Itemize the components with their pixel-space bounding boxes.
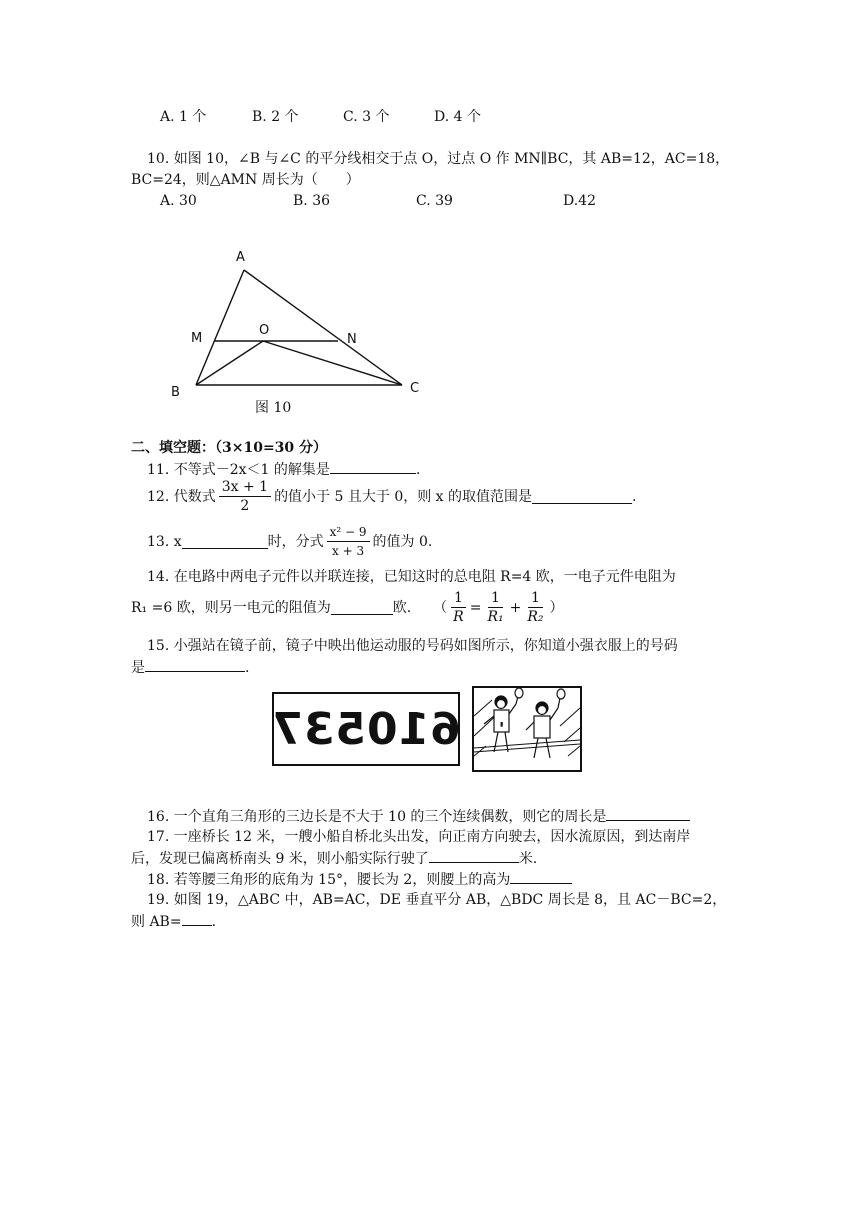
- q14-plus: +: [509, 599, 522, 616]
- label-m: M: [191, 331, 203, 346]
- q10-option-c: C. 39: [416, 193, 453, 209]
- svg-text:▮: ▮: [500, 721, 504, 728]
- section-2-title: 二、填空题：（3×10=30 分）: [131, 440, 328, 456]
- q19-line2-post: .: [211, 914, 217, 930]
- label-o: O: [259, 323, 270, 338]
- q12-fraction: [219, 478, 271, 515]
- q13-numerator: x² − 9: [327, 523, 370, 542]
- q13-post: 的值为 0.: [372, 533, 433, 550]
- q13-blank[interactable]: [182, 534, 268, 549]
- q17-line1: 17. 一座桥长 12 米，一艘小船自桥北头出发，向正南方向驶去，因水流原因，到达南岸: [147, 829, 691, 845]
- q9-option-d: D. 4 个: [434, 109, 481, 125]
- q14-formula-close: ）: [549, 599, 564, 616]
- q10-option-a: A. 30: [160, 193, 197, 209]
- q9-option-b: B. 2 个: [252, 109, 299, 125]
- q16-text: 16. 一个直角三角形的三边长是不大于 10 的三个连续偶数，则它的周长是: [147, 809, 607, 825]
- question-13: [147, 523, 432, 560]
- label-b: B: [171, 385, 180, 400]
- question-17-line2: [131, 848, 537, 869]
- q10-line2: BC=24，则△AMN 周长为（ ）: [131, 172, 360, 188]
- figure-10-triangle: [0, 0, 860, 420]
- q17-blank[interactable]: [429, 848, 519, 863]
- q13-denominator: x + 3: [332, 544, 365, 558]
- q12-mid: 的值小于 5 且大于 0，则 x 的取值范围是: [274, 488, 533, 505]
- question-16: [147, 806, 690, 827]
- q14-f3-den: R₂: [527, 609, 544, 625]
- q14-f2-num: 1: [488, 589, 503, 608]
- q14-f1-num: 1: [451, 589, 466, 608]
- q14-f1-den: R: [453, 609, 464, 625]
- mirror-number-box: [272, 692, 460, 766]
- label-n: N: [347, 332, 357, 347]
- q11-text: 11. 不等式－2x＜1 的解集是: [147, 462, 330, 478]
- q9-option-c: C. 3 个: [343, 109, 390, 125]
- q14-f2-den: R₁: [487, 609, 504, 625]
- q15-line2-post: .: [245, 660, 250, 676]
- q14-line1: 14. 在电路中两电子元件以并联连接，已知这时的总电阻 R=4 欧，一电子元件电阻为: [147, 569, 676, 585]
- segment-oc: [263, 341, 402, 385]
- q14-formula-open: （: [433, 599, 448, 616]
- q19-blank[interactable]: [182, 911, 212, 926]
- q19-line2-pre: 则 AB=: [131, 914, 182, 930]
- question-11: [147, 459, 420, 480]
- question-18: [147, 869, 572, 890]
- label-c: C: [410, 381, 420, 396]
- q16-blank[interactable]: [606, 806, 690, 821]
- q10-option-b: B. 36: [293, 193, 331, 209]
- q12-post: .: [632, 488, 637, 505]
- question-12: [147, 478, 636, 515]
- q13-fraction: [327, 523, 370, 560]
- question-19-line2: [131, 911, 216, 932]
- q13-mid: 时，分式: [267, 533, 324, 550]
- q14-equals: =: [469, 599, 482, 616]
- q18-text: 18. 若等腰三角形的底角为 15°，腰长为 2，则腰上的高为: [147, 872, 511, 888]
- figure-10-caption: 图 10: [255, 400, 292, 416]
- mirror-cartoon-image: [472, 686, 582, 772]
- edge-ab: [196, 270, 244, 385]
- q14-line2-post: 欧.: [392, 599, 412, 616]
- q13-pre: 13. x: [147, 533, 182, 550]
- question-14-line2: [131, 589, 563, 626]
- q12-denominator: 2: [240, 498, 250, 514]
- q12-blank[interactable]: [532, 489, 632, 504]
- q14-blank[interactable]: [331, 600, 393, 615]
- q15-line2-pre: 是: [131, 660, 145, 676]
- q18-blank[interactable]: [510, 869, 572, 884]
- q9-option-a: A. 1 个: [160, 109, 207, 125]
- label-a: A: [236, 250, 245, 265]
- segment-bo: [196, 341, 263, 385]
- q17-line2-post: 米.: [518, 851, 538, 867]
- q11-post: .: [415, 462, 421, 478]
- q14-frac-1: [450, 589, 467, 626]
- q10-option-d: D.42: [563, 193, 596, 209]
- q15-line1: 15. 小强站在镜子前，镜子中映出他运动服的号码如图所示，你知道小强衣服上的号码: [147, 638, 678, 654]
- q15-blank[interactable]: [145, 657, 245, 672]
- question-15-line2: [131, 657, 249, 678]
- q19-line1: 19. 如图 19，△ABC 中，AB=AC，DE 垂直平分 AB，△BDC 周长是 8，且 AC－BC=2，: [147, 892, 727, 908]
- q14-frac-3: [524, 589, 546, 626]
- q14-line2-pre: R₁ =6 欧，则另一电元的阻值为: [131, 599, 331, 616]
- q12-pre: 12. 代数式: [147, 488, 216, 505]
- q17-line2-pre: 后，发现已偏离桥南头 9 米，则小船实际行驶了: [131, 851, 429, 867]
- q10-line1: 10. 如图 10，∠B 与∠C 的平分线相交于点 O，过点 O 作 MN∥BC，其 AB=12，AC=18，: [147, 151, 730, 167]
- q11-blank[interactable]: [330, 459, 416, 474]
- q14-f3-num: 1: [528, 589, 543, 608]
- q12-numerator: 3x + 1: [219, 478, 271, 497]
- mirror-number: 610537: [271, 703, 461, 755]
- q14-frac-2: [484, 589, 506, 626]
